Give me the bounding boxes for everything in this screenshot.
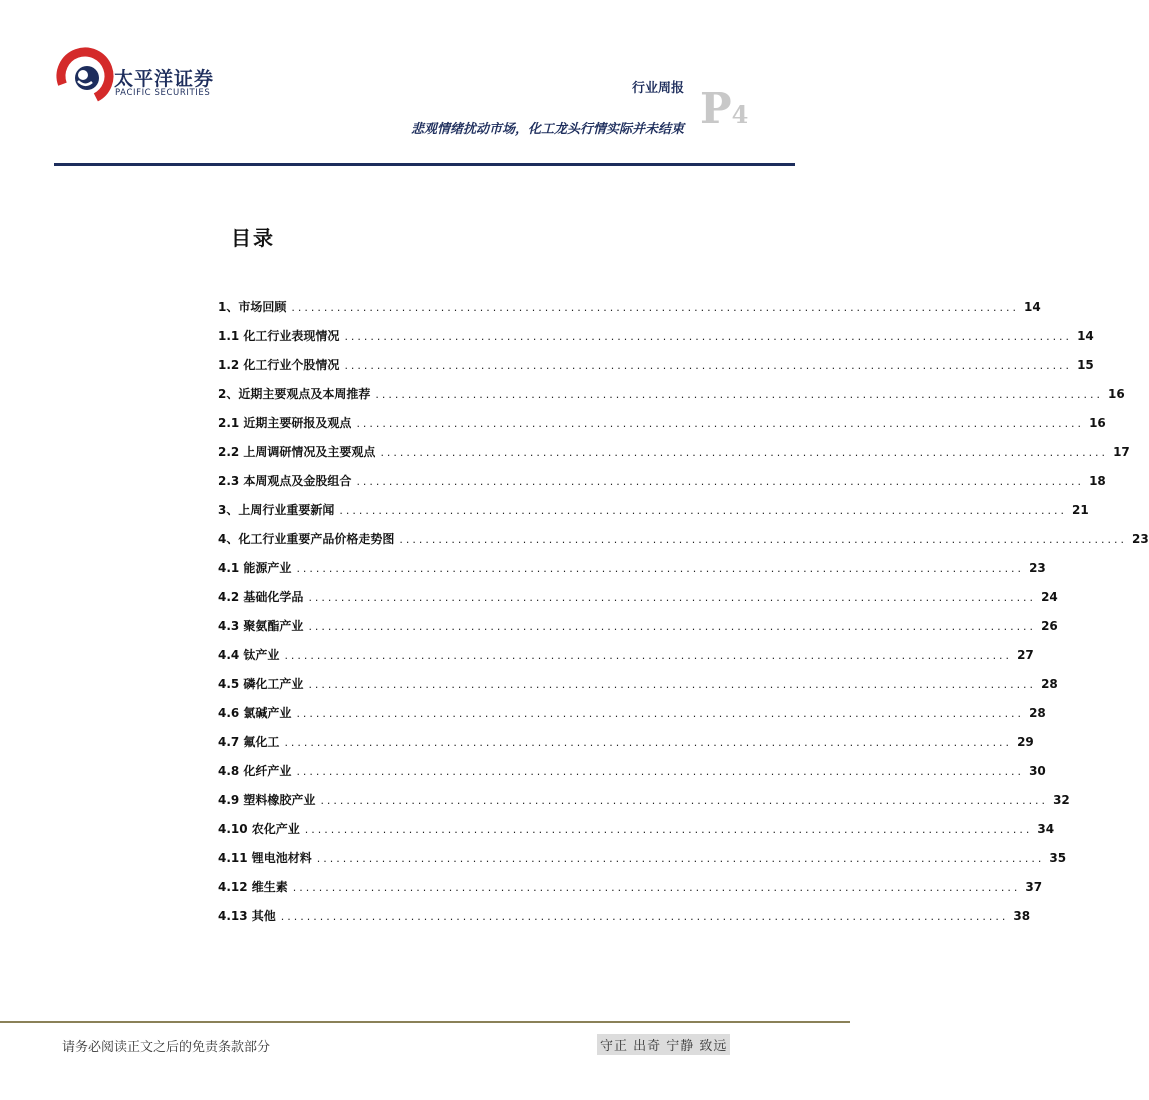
toc-entry-label[interactable]: 1.2 化工行业个股情况 xyxy=(218,358,340,372)
toc-entry[interactable] xyxy=(218,411,1106,440)
toc-entry-page-number[interactable]: 34 xyxy=(1037,822,1055,836)
toc-entry[interactable] xyxy=(218,788,1070,817)
toc-entry-label[interactable]: 1.1 化工行业表现情况 xyxy=(218,329,340,343)
header-divider xyxy=(54,163,795,166)
toc-entry-label[interactable]: 2、近期主要观点及本周推荐 xyxy=(218,387,371,401)
toc-entry-label[interactable]: 4.7 氟化工 xyxy=(218,735,280,749)
toc-dot-leader: ................................................................................................................ xyxy=(291,301,1019,314)
toc-entry-page-number[interactable]: 28 xyxy=(1041,677,1058,691)
toc-entry-page-number[interactable]: 21 xyxy=(1071,503,1089,517)
page-mark-number: 4 xyxy=(731,100,749,129)
toc-entry[interactable] xyxy=(218,469,1106,498)
toc-entry[interactable] xyxy=(218,904,1031,933)
toc-entry-page-number[interactable]: 16 xyxy=(1089,416,1106,430)
toc-entry[interactable] xyxy=(218,498,1089,527)
toc-entry-label[interactable]: 4.3 聚氨酯产业 xyxy=(218,619,304,633)
toc-entry-label[interactable]: 4.13 其他 xyxy=(218,909,276,923)
toc-dot-leader: ................................................................................................................ xyxy=(280,910,1009,923)
toc-entry-label[interactable]: 4.10 农化产业 xyxy=(218,822,300,836)
toc-entry-page-number[interactable]: 23 xyxy=(1131,532,1149,546)
toc-entry[interactable] xyxy=(218,382,1125,411)
report-subtitle: 悲观情绪扰动市场，化工龙头行情实际并未结束 xyxy=(410,122,684,137)
report-type-label: 行业周报 xyxy=(631,81,684,96)
logo-english-name: PACIFIC SECURITIES xyxy=(115,88,211,98)
page-mark-letter: P xyxy=(700,84,732,133)
toc-entry-page-number[interactable]: 32 xyxy=(1053,793,1070,807)
toc-entry[interactable] xyxy=(218,556,1046,585)
toc-dot-leader: ................................................................................................................ xyxy=(304,823,1033,836)
toc-dot-leader: ................................................................................................................ xyxy=(296,562,1025,575)
toc-entry-page-number[interactable]: 24 xyxy=(1041,590,1058,604)
toc-entry[interactable] xyxy=(218,585,1058,614)
toc-entry-page-number[interactable]: 37 xyxy=(1025,880,1043,894)
toc-entry-label[interactable]: 4.11 锂电池材料 xyxy=(218,851,312,865)
toc-entry-page-number[interactable]: 29 xyxy=(1017,735,1034,749)
toc-entry-label[interactable]: 1、市场回顾 xyxy=(218,300,287,314)
footer-disclaimer-note: 请务必阅读正文之后的免责条款部分 xyxy=(62,1040,271,1055)
toc-entry-page-number[interactable]: 27 xyxy=(1017,648,1034,662)
toc-entry-label[interactable]: 2.3 本周观点及金股组合 xyxy=(218,474,352,488)
toc-entry-label[interactable]: 4.9 塑料橡胶产业 xyxy=(218,793,316,807)
toc-entry-page-number[interactable]: 26 xyxy=(1041,619,1058,633)
table-of-contents xyxy=(218,295,1149,933)
toc-entry[interactable] xyxy=(218,643,1034,672)
toc-entry[interactable] xyxy=(218,730,1034,759)
toc-entry[interactable] xyxy=(218,527,1149,556)
toc-entry-label[interactable]: 2.2 上周调研情况及主要观点 xyxy=(218,445,376,459)
toc-dot-leader: ................................................................................................................ xyxy=(316,852,1045,865)
toc-dot-leader: ................................................................................................................ xyxy=(296,707,1025,720)
footer-motto: 守正 出奇 宁静 致远 xyxy=(597,1034,730,1055)
toc-entry-page-number[interactable]: 35 xyxy=(1049,851,1067,865)
toc-entry[interactable] xyxy=(218,614,1058,643)
page-number-mark xyxy=(700,84,748,133)
toc-entry-label[interactable]: 4、化工行业重要产品价格走势图 xyxy=(218,532,395,546)
toc-entry-label[interactable]: 3、上周行业重要新闻 xyxy=(218,503,335,517)
toc-entry-page-number[interactable]: 16 xyxy=(1107,387,1125,401)
toc-entry-page-number[interactable]: 14 xyxy=(1077,329,1094,343)
toc-dot-leader: ................................................................................................................ xyxy=(296,765,1025,778)
toc-entry[interactable] xyxy=(218,353,1094,382)
toc-entry-page-number[interactable]: 23 xyxy=(1029,561,1046,575)
toc-entry-page-number[interactable]: 17 xyxy=(1113,445,1130,459)
toc-dot-leader: ................................................................................................................ xyxy=(339,504,1067,517)
logo-chinese-name: 太平洋证券 xyxy=(114,68,215,90)
toc-entry[interactable] xyxy=(218,440,1130,469)
toc-entry-label[interactable]: 4.8 化纤产业 xyxy=(218,764,292,778)
toc-dot-leader: ................................................................................................................ xyxy=(284,649,1013,662)
toc-entry[interactable] xyxy=(218,817,1055,846)
toc-dot-leader: ................................................................................................................ xyxy=(284,736,1013,749)
toc-dot-leader: ................................................................................................................ xyxy=(308,678,1037,691)
toc-entry[interactable] xyxy=(218,701,1046,730)
toc-entry-page-number[interactable]: 15 xyxy=(1077,358,1094,372)
toc-entry-label[interactable]: 4.1 能源产业 xyxy=(218,561,292,575)
logo-emblem-icon xyxy=(58,44,112,106)
toc-entry-label[interactable]: 4.5 磷化工产业 xyxy=(218,677,304,691)
toc-dot-leader: ................................................................................................................ xyxy=(344,359,1073,372)
toc-entry[interactable] xyxy=(218,324,1094,353)
toc-entry-page-number[interactable]: 18 xyxy=(1089,474,1106,488)
toc-entry-page-number[interactable]: 28 xyxy=(1029,706,1046,720)
toc-dot-leader: ................................................................................................................ xyxy=(308,591,1037,604)
company-logo xyxy=(58,44,238,106)
toc-entry[interactable] xyxy=(218,672,1058,701)
toc-entry[interactable] xyxy=(218,846,1067,875)
toc-dot-leader: ................................................................................................................ xyxy=(380,446,1109,459)
footer-divider xyxy=(0,1021,850,1023)
toc-entry-page-number[interactable]: 14 xyxy=(1023,300,1041,314)
toc-dot-leader: ................................................................................................................ xyxy=(320,794,1049,807)
toc-entry[interactable] xyxy=(218,295,1041,324)
toc-dot-leader: ................................................................................................................ xyxy=(399,533,1127,546)
toc-dot-leader: ................................................................................................................ xyxy=(292,881,1021,894)
toc-heading: 目录 xyxy=(231,226,275,250)
toc-entry-page-number[interactable]: 38 xyxy=(1013,909,1031,923)
toc-entry-label[interactable]: 4.6 氯碱产业 xyxy=(218,706,292,720)
toc-dot-leader: ................................................................................................................ xyxy=(356,417,1085,430)
toc-entry-label[interactable]: 4.2 基础化学品 xyxy=(218,590,304,604)
toc-dot-leader: ................................................................................................................ xyxy=(344,330,1073,343)
toc-dot-leader: ................................................................................................................ xyxy=(308,620,1037,633)
toc-entry[interactable] xyxy=(218,759,1046,788)
toc-entry-label[interactable]: 4.12 维生素 xyxy=(218,880,288,894)
toc-entry-label[interactable]: 4.4 钛产业 xyxy=(218,648,280,662)
toc-entry-label[interactable]: 2.1 近期主要研报及观点 xyxy=(218,416,352,430)
toc-dot-leader: ................................................................................................................ xyxy=(375,388,1103,401)
toc-entry-page-number[interactable]: 30 xyxy=(1029,764,1046,778)
toc-dot-leader: ................................................................................................................ xyxy=(356,475,1085,488)
toc-entry[interactable] xyxy=(218,875,1043,904)
